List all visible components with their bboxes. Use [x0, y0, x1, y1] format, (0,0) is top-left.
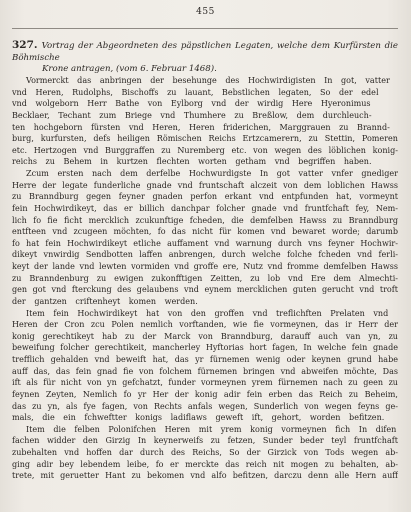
text-line: lich fo fie ficht mercklich zcukunftige fcheden, die demfelben Hawss zu Branndburg [12, 215, 398, 225]
text-line: Item die felben Polonifchen Heren mit yrem konig vormeynen fich In difen [26, 424, 397, 434]
text-line: Heren der Cron zcu Polen nemlich vorftanden, wie fie vormeynen, das ir Herr der [12, 320, 398, 330]
text-line: Herre der legate funderliche gnade vnd fruntschaft alczeit von dem loblichen Hawss [12, 180, 398, 190]
text-line: reichs zu Behem in kurtzen flechten worten getham vnd begriffen haben. [12, 157, 372, 167]
text-line: gen got vnd fterckung des gelaubens vnd eynem mercklichen guten gerucht vnd troft [12, 285, 398, 295]
text-line: ten hochgeborn fürsten vnd Heren, Heren friderichen, Marggrauen zu Brannd- [12, 122, 390, 132]
document-title-line2: Krone antragen, (vom 6. Februar 1468). [42, 64, 217, 74]
text-line: Item fein Hochwirdikeyt hat von den groffen vnd treflichften Prelaten vnd [26, 308, 389, 318]
text-line: keyt der lande vnd lewten vormiden vnd groffe ere, Nutz vnd fromme demfelben Hawss [12, 262, 398, 271]
text-line: etc. Hertzogen vnd Burggraffen zu Nuremberg etc. von wegen des löblichen konig- [12, 145, 398, 155]
text-line: ging adir bey lebendem leibe, fo er merckte das reich nit mogen zu behalten, ab- [12, 459, 398, 469]
document-body [12, 75, 398, 482]
document-heading [12, 40, 398, 76]
text-line: trete, mit geruetter Hant zu bekomen vnd alfo befitzen, darczu denn alle Hern auff [12, 471, 398, 481]
text-line: Vormerckt das anbringen der besehunge des Hochwirdigisten In got, vatter [26, 76, 390, 85]
text-line: mals, die ein fchweftter konigs ladiflaws geweft ift, gehort, worden befitzen. [12, 413, 385, 423]
text-line: fo hat fein Hochwirdikeyt etliche auffament vnd warnung durch vns feyner Hochwir- [12, 238, 398, 248]
text-line: ift als für nicht von yn gefchatzt, funder vormeynen yrem fürnemen nach zu geen zu [12, 378, 398, 388]
header-rule [12, 28, 398, 29]
text-line: burg, kurfursten, defs heiligen Römischen Reichs Ertzcamerern, zu Stettin, Pomeren [12, 134, 398, 144]
text-line: Zcum ersten nach dem derfelbe Hochwurdigste In got vatter vnfer gnediger [26, 169, 398, 178]
text-line: feynen Zeyten, Nemlich fo yr Her der konig adir fein erben das Reich zu Beheim, [12, 389, 398, 399]
text-line: das zu yn, als fye fagen, von Rechts anfals wegen, Sunderlich von wegen feyns ge- [12, 401, 398, 411]
text-line: Becklaer, Techant zum Briege vnd Thumhere zu Breßlow, dem durchleuch- [12, 110, 372, 120]
text-line: beweifung folcher gerechtikeit, mancherley Hyftorias hort fagen, In welche fein gnade [12, 343, 398, 353]
text-line: vnd wolgeborn Herr Bathe von Eylborg vnd der wirdig Here Hyeronimus [12, 99, 371, 109]
text-line: konig gerechtikeyt hab zu der Marck von Branndburg, darauff auch van yn, zu [12, 331, 398, 341]
text-line: fein Hochwirdikeyt, das er billich danchpar folcher gnade vnd fruntfchaft fey, Nem- [12, 203, 398, 213]
text-line: trefflich gehalden vnd beweift hat, das yr fürnemen wenig oder keynen grund habe [12, 355, 398, 364]
text-line: der gantzen criftenheyt komen werden. [12, 296, 198, 306]
text-line: zubehalten vnd hoffen dar durch des Reichs, So der Girzick von Tods wegen ab- [12, 448, 398, 457]
document-number: 327. [12, 39, 38, 51]
text-line: fachen widder den Girzig In keynerweifs zu fetzen, Sunder beder teyl fruntfchaft [12, 436, 398, 446]
text-line: zu Branndburg gegen feyner gnaden perfon erkant vnd entpfunden hat, vormeynt [12, 192, 398, 202]
page-number: 455 [196, 7, 215, 17]
document-title-line1: Vortrag der Abgeordneten des päpstlichen Legaten, welche dem Kurfürsten die Böhmische [12, 41, 398, 63]
text-line: zu Branndenburg zu ewigen zukonfftigen Zeitten, zu lob vnd Ere dem Almechti- [12, 273, 398, 283]
text-line: entfteen vnd zcugeen möchten, fo das nicht für komen vnd bewaret worde; darumb [12, 227, 398, 237]
text-line: auff das, das fein gnad fie von folchem fürnemen bringen vnd abweifen möchte, Das [12, 366, 398, 376]
text-line: dikeyt vnwirdig Sendbotten laffen anbrengen, durch welche folche fcheden vnd ferli- [12, 250, 398, 260]
text-line: vnd Heren, Rudolphs, Bischoffs zu lauant, Bebstlichen legaten, So der edel [12, 87, 379, 97]
